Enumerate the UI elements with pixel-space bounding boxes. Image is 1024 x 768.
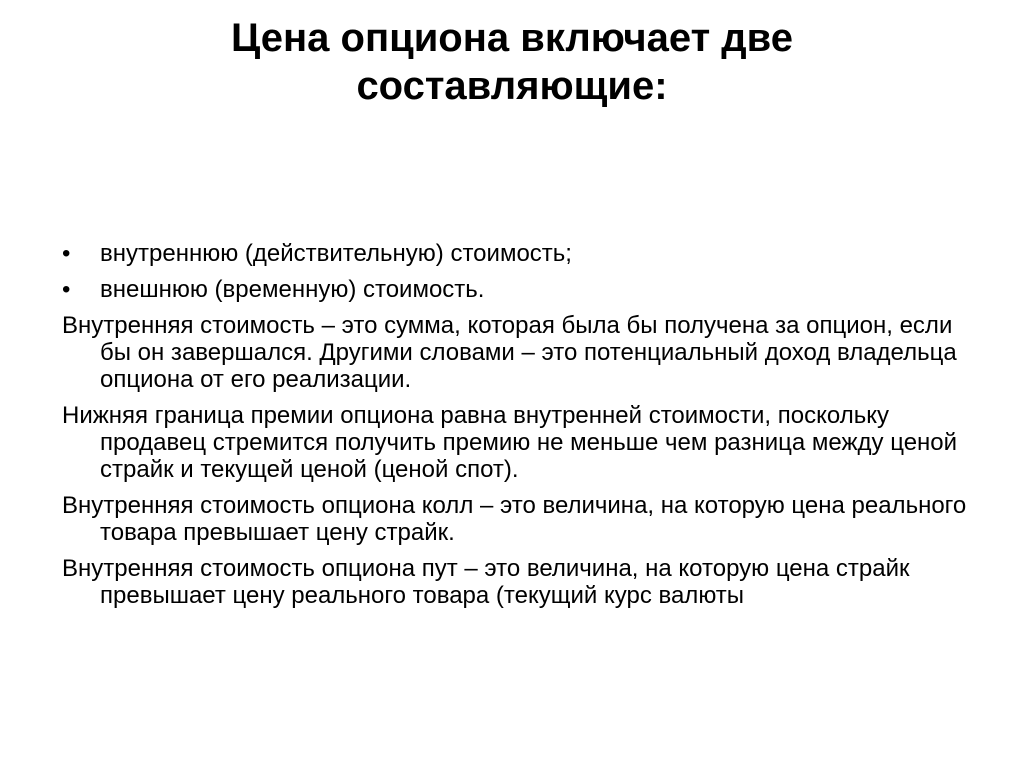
- slide-title: [0, 14, 1024, 110]
- slide-title-line-1: Цена опциона включает две: [231, 16, 793, 60]
- slide-body: [62, 240, 982, 618]
- paragraph-intrinsic-definition: Внутренняя стоимость – это сумма, которая была бы получена за опцион, если бы он завершался. Другими словами – это потенциальный доход владельца опциона от его реализации.: [62, 312, 957, 393]
- bullet-icon: •: [62, 240, 71, 267]
- bullet-text: внутреннюю (действительную) стоимость;: [100, 240, 572, 267]
- slide-title-line-2: составляющие:: [356, 64, 668, 108]
- paragraph-call-intrinsic: Внутренняя стоимость опциона колл – это величина, на которую цена реального товара превышает цену страйк.: [62, 492, 967, 546]
- bullet-icon: •: [62, 276, 71, 303]
- bullet-text: внешнюю (временную) стоимость.: [100, 276, 485, 303]
- paragraph-put-intrinsic: Внутренняя стоимость опциона пут – это величина, на которую цена страйк превышает цену реального товара (текущий курс валюты: [62, 555, 910, 609]
- paragraph-premium-lower-bound: Нижняя граница премии опциона равна внутренней стоимости, поскольку продавец стремится получить премию не меньше чем разница между ценой страйк и текущей ценой (ценой спот).: [62, 402, 958, 483]
- bullet-item-intrinsic-value: [62, 240, 982, 267]
- bullet-item-time-value: [62, 276, 982, 303]
